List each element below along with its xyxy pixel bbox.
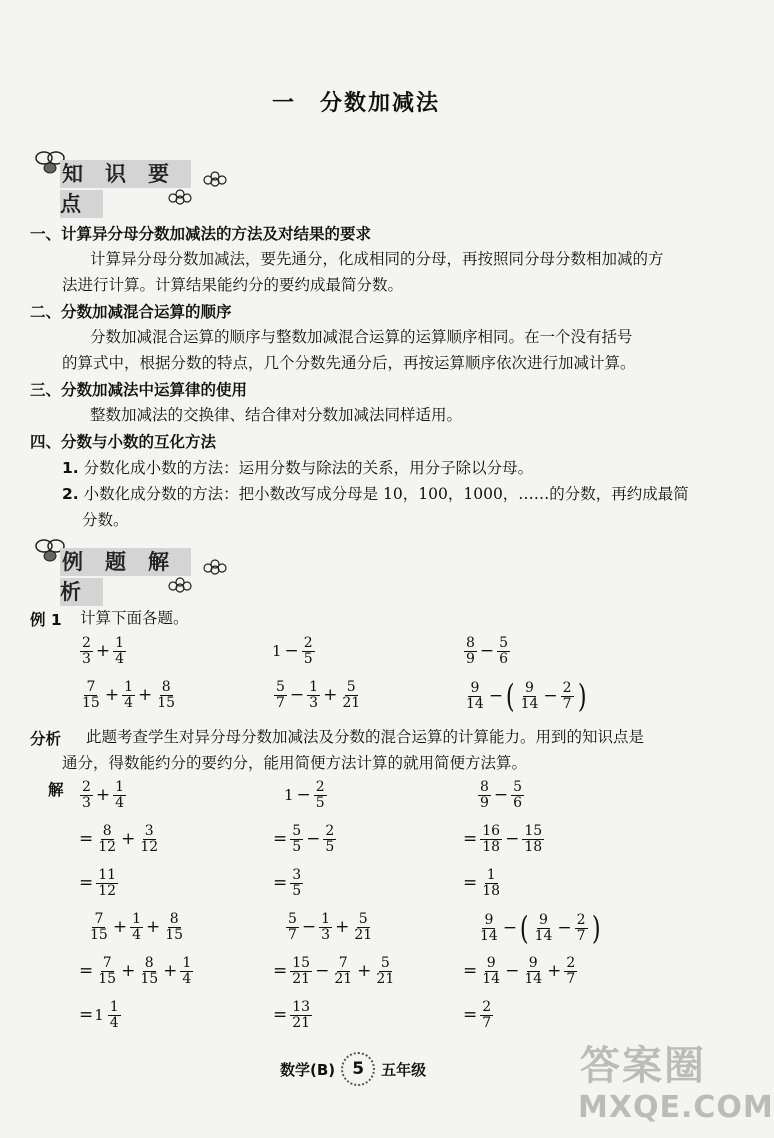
numerator: 1 bbox=[309, 679, 319, 695]
denominator: 14 bbox=[534, 927, 553, 944]
denominator: 21 bbox=[334, 970, 353, 987]
numerator: 1 bbox=[132, 911, 141, 927]
numerator: 15 bbox=[292, 955, 311, 971]
fraction bbox=[113, 636, 126, 666]
fraction bbox=[155, 680, 177, 710]
operator: = bbox=[273, 873, 288, 894]
denominator: 12 bbox=[98, 838, 117, 855]
solution-5-step-3 bbox=[272, 1000, 314, 1030]
numerator: 5 bbox=[276, 679, 285, 695]
fraction bbox=[464, 681, 486, 711]
numerator: 8 bbox=[144, 955, 154, 971]
knowledge-banner-title: 知识要点 bbox=[60, 162, 191, 216]
numerator: 7 bbox=[86, 679, 96, 695]
operator: + bbox=[357, 961, 372, 982]
numerator: 8 bbox=[102, 823, 112, 839]
solution-3-step-2 bbox=[462, 824, 546, 854]
numerator: 3 bbox=[292, 867, 302, 883]
numerator: 1 bbox=[115, 635, 125, 651]
example-prompt: 计算下面各题。 bbox=[80, 609, 189, 627]
fraction bbox=[480, 1000, 493, 1030]
fraction bbox=[108, 1000, 121, 1030]
analysis-text-a: 此题考查学生对异分母分数加减法及分数的混合运算的计算能力。用到的知识点是 bbox=[86, 728, 645, 746]
solution-4-step-3 bbox=[78, 1000, 123, 1030]
denominator: 15 bbox=[98, 970, 117, 987]
numerator: 1 bbox=[124, 679, 133, 695]
numerator: 7 bbox=[338, 955, 348, 971]
operator: = bbox=[463, 1005, 478, 1026]
denominator: 12 bbox=[98, 882, 117, 899]
examples-banner bbox=[30, 536, 230, 604]
fraction bbox=[96, 824, 118, 854]
operator: = bbox=[79, 873, 94, 894]
knowledge-text-2a: 分数加减混合运算的顺序与整数加减混合运算的运算顺序相同。在一个没有括号 bbox=[90, 328, 633, 346]
knowledge-text-1b: 法进行计算。计算结果能约分的要约成最简分数。 bbox=[62, 276, 404, 294]
denominator: 14 bbox=[520, 695, 539, 712]
numerator: 8 bbox=[161, 679, 171, 695]
numerator: 3 bbox=[144, 823, 154, 839]
fraction bbox=[374, 956, 396, 986]
problem-1 bbox=[78, 636, 128, 666]
right-paren: ) bbox=[591, 909, 601, 947]
numerator: 2 bbox=[82, 779, 91, 795]
fraction bbox=[307, 680, 320, 710]
fraction bbox=[522, 824, 544, 854]
fraction bbox=[519, 681, 541, 711]
solution-3-step-1 bbox=[476, 780, 526, 810]
operator: + bbox=[323, 685, 338, 706]
knowledge-heading-1: 一、计算异分母分数加减法的方法及对结果的要求 bbox=[30, 225, 372, 243]
solution-4-step-2 bbox=[78, 956, 195, 986]
fraction bbox=[533, 913, 555, 943]
numerator: 1 bbox=[115, 779, 125, 795]
numerator: 9 bbox=[486, 955, 496, 971]
fraction bbox=[332, 956, 354, 986]
numerator: 2 bbox=[303, 635, 313, 651]
fraction bbox=[80, 636, 93, 666]
fraction bbox=[575, 913, 588, 943]
knowledge-text-3: 整数加减法的交换律、结合律对分数加减法同样适用。 bbox=[90, 406, 463, 424]
denominator: 5 bbox=[325, 838, 335, 855]
numerator: 5 bbox=[288, 911, 297, 927]
operator: + bbox=[547, 961, 562, 982]
operator: − bbox=[301, 917, 317, 938]
operator: − bbox=[505, 829, 520, 850]
solution-3-step-3 bbox=[462, 868, 504, 898]
watermark-url: MXQE.COM bbox=[578, 1090, 774, 1125]
operator: + bbox=[112, 917, 128, 938]
problem-6 bbox=[462, 677, 588, 715]
numerator: 5 bbox=[499, 635, 509, 651]
operator: + bbox=[163, 961, 178, 982]
integer: 1 bbox=[94, 1006, 104, 1025]
denominator: 21 bbox=[342, 694, 361, 711]
denominator: 3 bbox=[82, 650, 91, 667]
solution-6-step-3 bbox=[462, 1000, 495, 1030]
numerator: 9 bbox=[539, 911, 548, 928]
denominator: 21 bbox=[292, 1014, 311, 1031]
numerator: 5 bbox=[292, 823, 302, 839]
numerator: 1 bbox=[109, 999, 119, 1015]
denominator: 7 bbox=[566, 970, 576, 987]
denominator: 6 bbox=[513, 794, 523, 811]
left-paren: ( bbox=[519, 909, 529, 947]
item-text: 小数化成分数的方法：把小数改写成分母是 10，100，1000，……的分数，再约成最简 bbox=[83, 485, 689, 503]
fraction bbox=[340, 680, 362, 710]
operator: + bbox=[95, 785, 111, 806]
numerator: 2 bbox=[576, 911, 586, 928]
fraction bbox=[561, 681, 574, 711]
fraction bbox=[564, 956, 577, 986]
numerator: 13 bbox=[292, 999, 311, 1015]
solution-1-step-3 bbox=[78, 868, 120, 898]
numerator: 1 bbox=[321, 911, 331, 927]
problem-3 bbox=[462, 636, 512, 666]
numerator: 5 bbox=[380, 955, 390, 971]
numerator: 2 bbox=[315, 779, 325, 795]
page-title: 一 分数加减法 bbox=[272, 91, 441, 116]
fraction bbox=[290, 868, 303, 898]
fraction bbox=[130, 912, 143, 942]
numerator: 5 bbox=[346, 679, 356, 695]
operator: − bbox=[502, 918, 518, 938]
fraction bbox=[138, 956, 160, 986]
fraction bbox=[80, 780, 93, 810]
knowledge-heading-4: 四、分数与小数的互化方法 bbox=[30, 433, 217, 451]
page-footer bbox=[280, 1052, 426, 1086]
numerator: 2 bbox=[562, 679, 572, 696]
integer: 1 bbox=[284, 786, 294, 805]
denominator: 4 bbox=[132, 926, 141, 943]
numerator: 16 bbox=[482, 823, 501, 839]
denominator: 14 bbox=[482, 970, 501, 987]
fraction bbox=[96, 956, 118, 986]
fraction bbox=[113, 780, 126, 810]
solution-label: 解 bbox=[48, 781, 64, 799]
fraction bbox=[163, 912, 185, 942]
fraction bbox=[122, 680, 135, 710]
numerator: 7 bbox=[102, 955, 112, 971]
fraction bbox=[480, 956, 502, 986]
fraction bbox=[323, 824, 336, 854]
operator: − bbox=[557, 918, 572, 938]
numerator: 9 bbox=[528, 955, 538, 971]
numerator: 2 bbox=[82, 635, 91, 651]
fraction bbox=[464, 636, 477, 666]
item-number: 1. bbox=[62, 459, 79, 477]
operator: − bbox=[488, 686, 504, 706]
fraction bbox=[290, 956, 312, 986]
operator: + bbox=[121, 829, 136, 850]
solution-2-step-2 bbox=[272, 824, 338, 854]
fraction bbox=[96, 868, 118, 898]
knowledge-item-2 bbox=[62, 482, 689, 507]
denominator: 15 bbox=[140, 970, 159, 987]
examples-banner-title: 例题解析 bbox=[60, 550, 191, 604]
denominator: 21 bbox=[292, 970, 311, 987]
numerator: 7 bbox=[94, 911, 104, 927]
fraction bbox=[352, 912, 374, 942]
denominator: 14 bbox=[524, 970, 543, 987]
footer-subject: 数学(B) bbox=[280, 1060, 336, 1079]
numerator: 9 bbox=[484, 911, 494, 928]
solution-2-step-3 bbox=[272, 868, 305, 898]
operator: − bbox=[284, 641, 299, 662]
fraction bbox=[302, 636, 315, 666]
fraction bbox=[522, 956, 544, 986]
denominator: 4 bbox=[115, 794, 125, 811]
operator: + bbox=[104, 685, 120, 706]
solution-5-step-1 bbox=[284, 912, 376, 942]
fraction bbox=[290, 824, 303, 854]
knowledge-item-1 bbox=[62, 456, 533, 481]
numerator: 8 bbox=[480, 779, 489, 795]
fraction bbox=[314, 780, 327, 810]
solution-2-step-1 bbox=[284, 780, 329, 810]
example-label: 例 1 bbox=[30, 611, 62, 629]
item-text: 分数化成小数的方法：运用分数与除法的关系，用分子除以分母。 bbox=[83, 459, 534, 477]
flower-icon bbox=[160, 172, 240, 212]
denominator: 15 bbox=[157, 694, 176, 711]
denominator: 15 bbox=[82, 694, 100, 711]
fraction bbox=[478, 913, 500, 943]
problem-4 bbox=[78, 680, 179, 710]
numerator: 11 bbox=[98, 867, 117, 883]
numerator: 1 bbox=[182, 955, 192, 971]
item-number: 2. bbox=[62, 485, 79, 503]
knowledge-heading-3: 三、分数加减法中运算律的使用 bbox=[30, 381, 248, 399]
denominator: 21 bbox=[376, 970, 395, 987]
operator: − bbox=[543, 686, 558, 706]
left-paren: ( bbox=[505, 677, 515, 715]
denominator: 7 bbox=[482, 1014, 492, 1031]
denominator: 18 bbox=[482, 838, 501, 855]
denominator: 3 bbox=[309, 694, 319, 711]
fraction bbox=[480, 824, 502, 854]
fraction bbox=[180, 956, 193, 986]
solution-6-step-1 bbox=[476, 909, 602, 947]
denominator: 4 bbox=[182, 970, 192, 987]
numerator: 8 bbox=[169, 911, 179, 927]
knowledge-banner bbox=[30, 148, 230, 216]
denominator: 4 bbox=[124, 694, 133, 711]
operator: + bbox=[95, 641, 111, 662]
operator: = bbox=[79, 829, 94, 850]
operator: − bbox=[289, 685, 305, 706]
denominator: 4 bbox=[109, 1014, 119, 1031]
knowledge-text-2b: 的算式中，根据分数的特点，几个分数先通分后，再按运算顺序依次进行加减计算。 bbox=[62, 354, 636, 372]
analysis-label: 分析 bbox=[30, 730, 62, 748]
operator: = bbox=[273, 829, 288, 850]
operator: = bbox=[463, 961, 478, 982]
fraction bbox=[290, 1000, 312, 1030]
denominator: 15 bbox=[165, 926, 184, 943]
analysis-text-b: 通分，得数能约分的要约分，能用简便方法计算的就用简便方法算。 bbox=[62, 754, 528, 772]
problem-2 bbox=[272, 636, 317, 666]
denominator: 5 bbox=[315, 794, 325, 811]
numerator: 9 bbox=[525, 679, 534, 696]
numerator: 1 bbox=[486, 867, 496, 883]
operator: − bbox=[296, 785, 311, 806]
fraction bbox=[497, 636, 510, 666]
solution-6-step-2 bbox=[462, 956, 579, 986]
denominator: 3 bbox=[321, 926, 331, 943]
operator: − bbox=[306, 829, 321, 850]
numerator: 5 bbox=[513, 779, 523, 795]
operator: − bbox=[479, 641, 495, 662]
fraction bbox=[319, 912, 332, 942]
solution-4-step-1 bbox=[86, 912, 187, 942]
solution-5-step-2 bbox=[272, 956, 398, 986]
knowledge-item-2-cont: 分数。 bbox=[82, 511, 129, 529]
operator: + bbox=[121, 961, 136, 982]
denominator: 15 bbox=[90, 926, 108, 943]
operator: + bbox=[146, 917, 161, 938]
denominator: 5 bbox=[303, 650, 313, 667]
numerator: 8 bbox=[466, 635, 475, 651]
operator: − bbox=[505, 961, 520, 982]
integer: 1 bbox=[272, 642, 282, 661]
numerator: 5 bbox=[358, 911, 368, 927]
denominator: 7 bbox=[288, 926, 297, 943]
solution-1-step-2 bbox=[78, 824, 162, 854]
denominator: 7 bbox=[276, 694, 285, 711]
denominator: 18 bbox=[524, 838, 543, 855]
denominator: 9 bbox=[480, 794, 489, 811]
numerator: 2 bbox=[482, 999, 492, 1015]
knowledge-heading-2: 二、分数加减混合运算的顺序 bbox=[30, 303, 232, 321]
denominator: 9 bbox=[466, 650, 475, 667]
operator: = bbox=[79, 1005, 94, 1026]
numerator: 2 bbox=[566, 955, 576, 971]
denominator: 5 bbox=[292, 838, 302, 855]
problem-5 bbox=[272, 680, 364, 710]
denominator: 7 bbox=[576, 927, 586, 944]
denominator: 14 bbox=[480, 927, 498, 944]
operator: = bbox=[273, 1005, 288, 1026]
fraction bbox=[480, 868, 502, 898]
fraction bbox=[138, 824, 160, 854]
denominator: 6 bbox=[499, 650, 509, 667]
operator: − bbox=[493, 785, 509, 806]
page-number: 5 bbox=[341, 1052, 375, 1086]
denominator: 18 bbox=[482, 882, 501, 899]
denominator: 4 bbox=[115, 650, 125, 667]
denominator: 7 bbox=[562, 695, 572, 712]
denominator: 14 bbox=[466, 695, 484, 712]
operator: = bbox=[79, 961, 94, 982]
knowledge-text-1a: 计算异分母分数加减法，要先通分，化成相同的分母，再按照同分母分数相加减的方 bbox=[90, 250, 664, 268]
operator: + bbox=[138, 685, 153, 706]
fraction bbox=[511, 780, 524, 810]
fraction bbox=[286, 912, 299, 942]
operator: + bbox=[335, 917, 350, 938]
right-paren: ) bbox=[577, 677, 587, 715]
operator: = bbox=[273, 961, 288, 982]
denominator: 12 bbox=[140, 838, 159, 855]
solution-1-step-1 bbox=[78, 780, 128, 810]
operator: = bbox=[463, 829, 478, 850]
operator: − bbox=[315, 961, 330, 982]
denominator: 21 bbox=[354, 926, 373, 943]
denominator: 5 bbox=[292, 882, 302, 899]
numerator: 15 bbox=[524, 823, 543, 839]
numerator: 9 bbox=[470, 679, 480, 696]
flower-icon bbox=[160, 560, 240, 600]
fraction bbox=[88, 912, 110, 942]
fraction bbox=[478, 780, 491, 810]
operator: = bbox=[463, 873, 478, 894]
denominator: 3 bbox=[82, 794, 91, 811]
watermark-logo: 答案圈 bbox=[580, 1043, 706, 1089]
fraction bbox=[274, 680, 287, 710]
footer-grade: 五年级 bbox=[381, 1060, 427, 1079]
numerator: 2 bbox=[325, 823, 335, 839]
fraction bbox=[80, 680, 102, 710]
